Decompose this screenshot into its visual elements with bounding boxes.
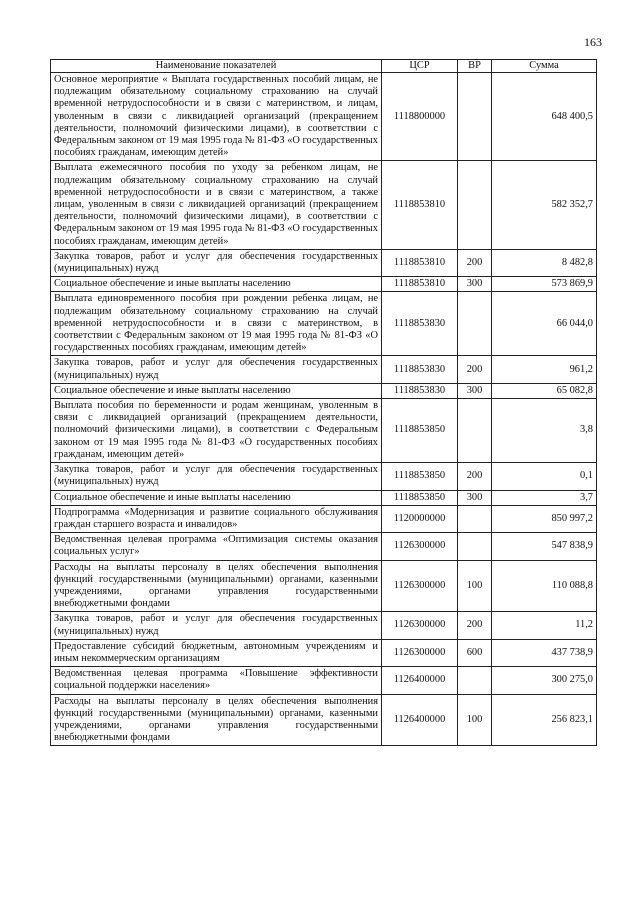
name-cell: Ведомственная целевая программа «Повышение эффективности социальной поддержки населения» xyxy=(51,667,382,694)
name-cell: Закупка товаров, работ и услуг для обеспечения государственных (муниципальных) нужд xyxy=(51,612,382,639)
name-cell: Закупка товаров, работ и услуг для обеспечения государственных (муниципальных) нужд xyxy=(51,249,382,276)
name-cell: Социальное обеспечение и иные выплаты населению xyxy=(51,490,382,505)
vr-cell xyxy=(458,73,492,161)
header-code: ЦСР xyxy=(382,60,458,73)
code-cell: 1120000000 xyxy=(382,505,458,532)
name-cell: Основное мероприятие « Выплата государственных пособий лицам, не подлежащим обязательному социальному страхованию на случай временной нетрудоспособности и в связи с материнством, и лицам, уволенным в связи с ликвидацией организаций (прекращением деятельности, полномочий физическими лицами), в соответствии с Федеральным законом от 19 мая 1995 года № 81-ФЗ «О государственных пособиях гражданам, имеющим детей» xyxy=(51,73,382,161)
vr-cell: 100 xyxy=(458,694,492,746)
table-row xyxy=(51,161,597,249)
name-cell: Выплата пособия по беременности и родам женщинам, уволенным в связи с ликвидацией организаций (прекращением деятельности, полномочий физическими лицами), в соответствии с Федеральным законом от 19 мая 1995 года № 81-ФЗ «О государственных пособиях гражданам, имеющим детей» xyxy=(51,399,382,463)
sum-cell: 582 352,7 xyxy=(492,161,597,249)
vr-cell xyxy=(458,292,492,356)
table-row xyxy=(51,505,597,532)
header-name: Наименование показателей xyxy=(51,60,382,73)
sum-cell: 648 400,5 xyxy=(492,73,597,161)
table-row xyxy=(51,560,597,612)
vr-cell xyxy=(458,161,492,249)
name-cell: Расходы на выплаты персоналу в целях обеспечения выполнения функций государственными (муниципальными) органами, казенными учреждениями, органами управления государственными внебюджетными фондами xyxy=(51,560,382,612)
code-cell: 1118853830 xyxy=(382,356,458,383)
table-row xyxy=(51,463,597,490)
table-row xyxy=(51,356,597,383)
code-cell: 1118853850 xyxy=(382,490,458,505)
code-cell: 1118853810 xyxy=(382,161,458,249)
vr-cell: 200 xyxy=(458,249,492,276)
table-row xyxy=(51,490,597,505)
table-row xyxy=(51,383,597,398)
sum-cell: 66 044,0 xyxy=(492,292,597,356)
name-cell: Выплата ежемесячного пособия по уходу за ребенком лицам, не подлежащим обязательному социальному страхованию на случай временной нетрудоспособности и в связи с материнством, а также лицам, уволенным в связи с ликвидацией организаций (прекращением деятельности, полномочий физическими лицами), в соответствии с Федеральным законом от 19 мая 1995 года № 81-ФЗ «О государственных пособиях гражданам, имеющим детей» xyxy=(51,161,382,249)
name-cell: Закупка товаров, работ и услуг для обеспечения государственных (муниципальных) нужд xyxy=(51,463,382,490)
name-cell: Социальное обеспечение и иные выплаты населению xyxy=(51,277,382,292)
sum-cell: 65 082,8 xyxy=(492,383,597,398)
sum-cell: 300 275,0 xyxy=(492,667,597,694)
name-cell: Ведомственная целевая программа «Оптимизация системы оказания социальных услуг» xyxy=(51,533,382,560)
code-cell: 1126300000 xyxy=(382,639,458,666)
header-vr: ВР xyxy=(458,60,492,73)
vr-cell: 200 xyxy=(458,612,492,639)
sum-cell: 850 997,2 xyxy=(492,505,597,532)
sum-cell: 256 823,1 xyxy=(492,694,597,746)
sum-cell: 3,7 xyxy=(492,490,597,505)
table-row xyxy=(51,533,597,560)
table-header-row xyxy=(51,60,597,73)
table-row xyxy=(51,277,597,292)
name-cell: Подпрограмма «Модернизация и развитие социального обслуживания граждан старшего возраста и инвалидов» xyxy=(51,505,382,532)
code-cell: 1126400000 xyxy=(382,667,458,694)
code-cell: 1118853830 xyxy=(382,292,458,356)
table-row xyxy=(51,667,597,694)
sum-cell: 8 482,8 xyxy=(492,249,597,276)
code-cell: 1118853810 xyxy=(382,277,458,292)
sum-cell: 110 088,8 xyxy=(492,560,597,612)
name-cell: Социальное обеспечение и иные выплаты населению xyxy=(51,383,382,398)
page-number: 163 xyxy=(584,35,602,49)
code-cell: 1126300000 xyxy=(382,533,458,560)
header-sum: Сумма xyxy=(492,60,597,73)
code-cell: 1118853850 xyxy=(382,463,458,490)
sum-cell: 573 869,9 xyxy=(492,277,597,292)
vr-cell: 300 xyxy=(458,383,492,398)
vr-cell xyxy=(458,667,492,694)
vr-cell: 100 xyxy=(458,560,492,612)
vr-cell xyxy=(458,505,492,532)
sum-cell: 547 838,9 xyxy=(492,533,597,560)
vr-cell: 600 xyxy=(458,639,492,666)
table-row xyxy=(51,399,597,463)
name-cell: Закупка товаров, работ и услуг для обеспечения государственных (муниципальных) нужд xyxy=(51,356,382,383)
table-row xyxy=(51,249,597,276)
code-cell: 1118853810 xyxy=(382,249,458,276)
table-row xyxy=(51,73,597,161)
vr-cell xyxy=(458,399,492,463)
code-cell: 1118800000 xyxy=(382,73,458,161)
sum-cell: 961,2 xyxy=(492,356,597,383)
vr-cell: 300 xyxy=(458,277,492,292)
name-cell: Выплата единовременного пособия при рождении ребенка лицам, не подлежащим обязательному социальному страхованию на случай временной нетрудоспособности и в связи с материнством, в соответствии с Федеральным законом от 19 мая 1995 года № 81-ФЗ «О государственных пособиях гражданам, имеющим детей» xyxy=(51,292,382,356)
vr-cell: 200 xyxy=(458,356,492,383)
code-cell: 1126300000 xyxy=(382,612,458,639)
vr-cell: 200 xyxy=(458,463,492,490)
name-cell: Расходы на выплаты персоналу в целях обеспечения выполнения функций государственными (муниципальными) органами, казенными учреждениями, органами управления государственными внебюджетными фондами xyxy=(51,694,382,746)
table-row xyxy=(51,694,597,746)
sum-cell: 11,2 xyxy=(492,612,597,639)
table-row xyxy=(51,612,597,639)
code-cell: 1126400000 xyxy=(382,694,458,746)
sum-cell: 3,8 xyxy=(492,399,597,463)
sum-cell: 437 738,9 xyxy=(492,639,597,666)
table-row xyxy=(51,639,597,666)
code-cell: 1118853830 xyxy=(382,383,458,398)
vr-cell xyxy=(458,533,492,560)
vr-cell: 300 xyxy=(458,490,492,505)
table-row xyxy=(51,292,597,356)
code-cell: 1118853850 xyxy=(382,399,458,463)
sum-cell: 0,1 xyxy=(492,463,597,490)
code-cell: 1126300000 xyxy=(382,560,458,612)
budget-table xyxy=(50,59,597,746)
name-cell: Предоставление субсидий бюджетным, автономным учреждениям и иным некоммерческим организациям xyxy=(51,639,382,666)
